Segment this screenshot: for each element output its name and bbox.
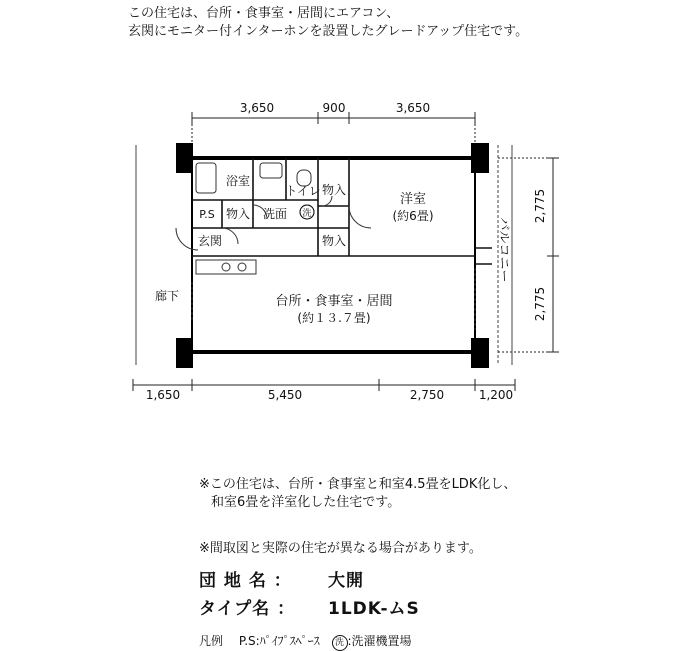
dim-bottom-4: 1,200 <box>478 388 514 402</box>
room-washer: 洗 <box>302 209 312 219</box>
intro-line-1: この住宅は、台所・食事室・居間にエアコン、 <box>128 6 400 21</box>
dimension-lines <box>133 112 559 391</box>
washer-symbol-icon: 洗 <box>332 635 348 651</box>
room-storage-1: 物入 <box>321 183 347 197</box>
room-toilet: トイレ <box>285 184 321 198</box>
dim-top-2: 900 <box>322 101 346 115</box>
dim-right-2: 2,775 <box>533 286 547 322</box>
room-bath: 浴室 <box>225 174 251 188</box>
room-ldk: 台所・食事室・居間 <box>275 294 393 309</box>
legend-title: 凡例 <box>199 634 224 648</box>
legend-washer: :洗濯機置場 <box>347 634 412 648</box>
note-2: ※間取図と実際の住宅が異なる場合があります。 <box>199 541 482 556</box>
room-western-size: (約6畳) <box>392 209 434 223</box>
room-ldk-size: (約１３.７畳) <box>297 311 371 325</box>
room-storage-2: 物入 <box>225 207 251 221</box>
intro-line-2: 玄関にモニター付インターホンを設置したグレードアップ住宅です。 <box>128 24 529 39</box>
note-1-line-2: 和室6畳を洋室化した住宅です。 <box>211 495 401 510</box>
room-storage-3: 物入 <box>321 234 347 248</box>
room-washroom: 洗面 <box>262 207 288 221</box>
room-labels <box>155 173 511 325</box>
room-balcony: バルコニー <box>496 217 511 283</box>
room-western: 洋室 <box>399 192 427 207</box>
dim-bottom-2: 5,450 <box>267 388 303 402</box>
type-name-label: タイプ名 ： <box>199 599 296 619</box>
room-ps: P.S <box>199 208 215 221</box>
complex-name-value: 大開 <box>328 571 364 591</box>
type-name-value: 1LDK-ムS <box>328 599 420 619</box>
room-entrance: 玄関 <box>197 234 223 248</box>
legend-ps: P.S:ﾊﾟｲﾌﾟｽﾍﾟｰｽ <box>238 634 320 648</box>
dim-bottom-3: 2,750 <box>409 388 445 402</box>
note-1-line-1: ※この住宅は、台所・食事室と和室4.5畳をLDK化し、 <box>199 477 517 492</box>
dim-right-1: 2,775 <box>533 188 547 224</box>
legend <box>199 632 412 651</box>
dim-top-3: 3,650 <box>395 101 431 115</box>
dim-top-1: 3,650 <box>239 101 275 115</box>
dim-bottom-1: 1,650 <box>145 388 181 402</box>
room-corridor: 廊下 <box>154 289 180 303</box>
complex-name-label: 団 地 名 ： <box>199 571 292 591</box>
